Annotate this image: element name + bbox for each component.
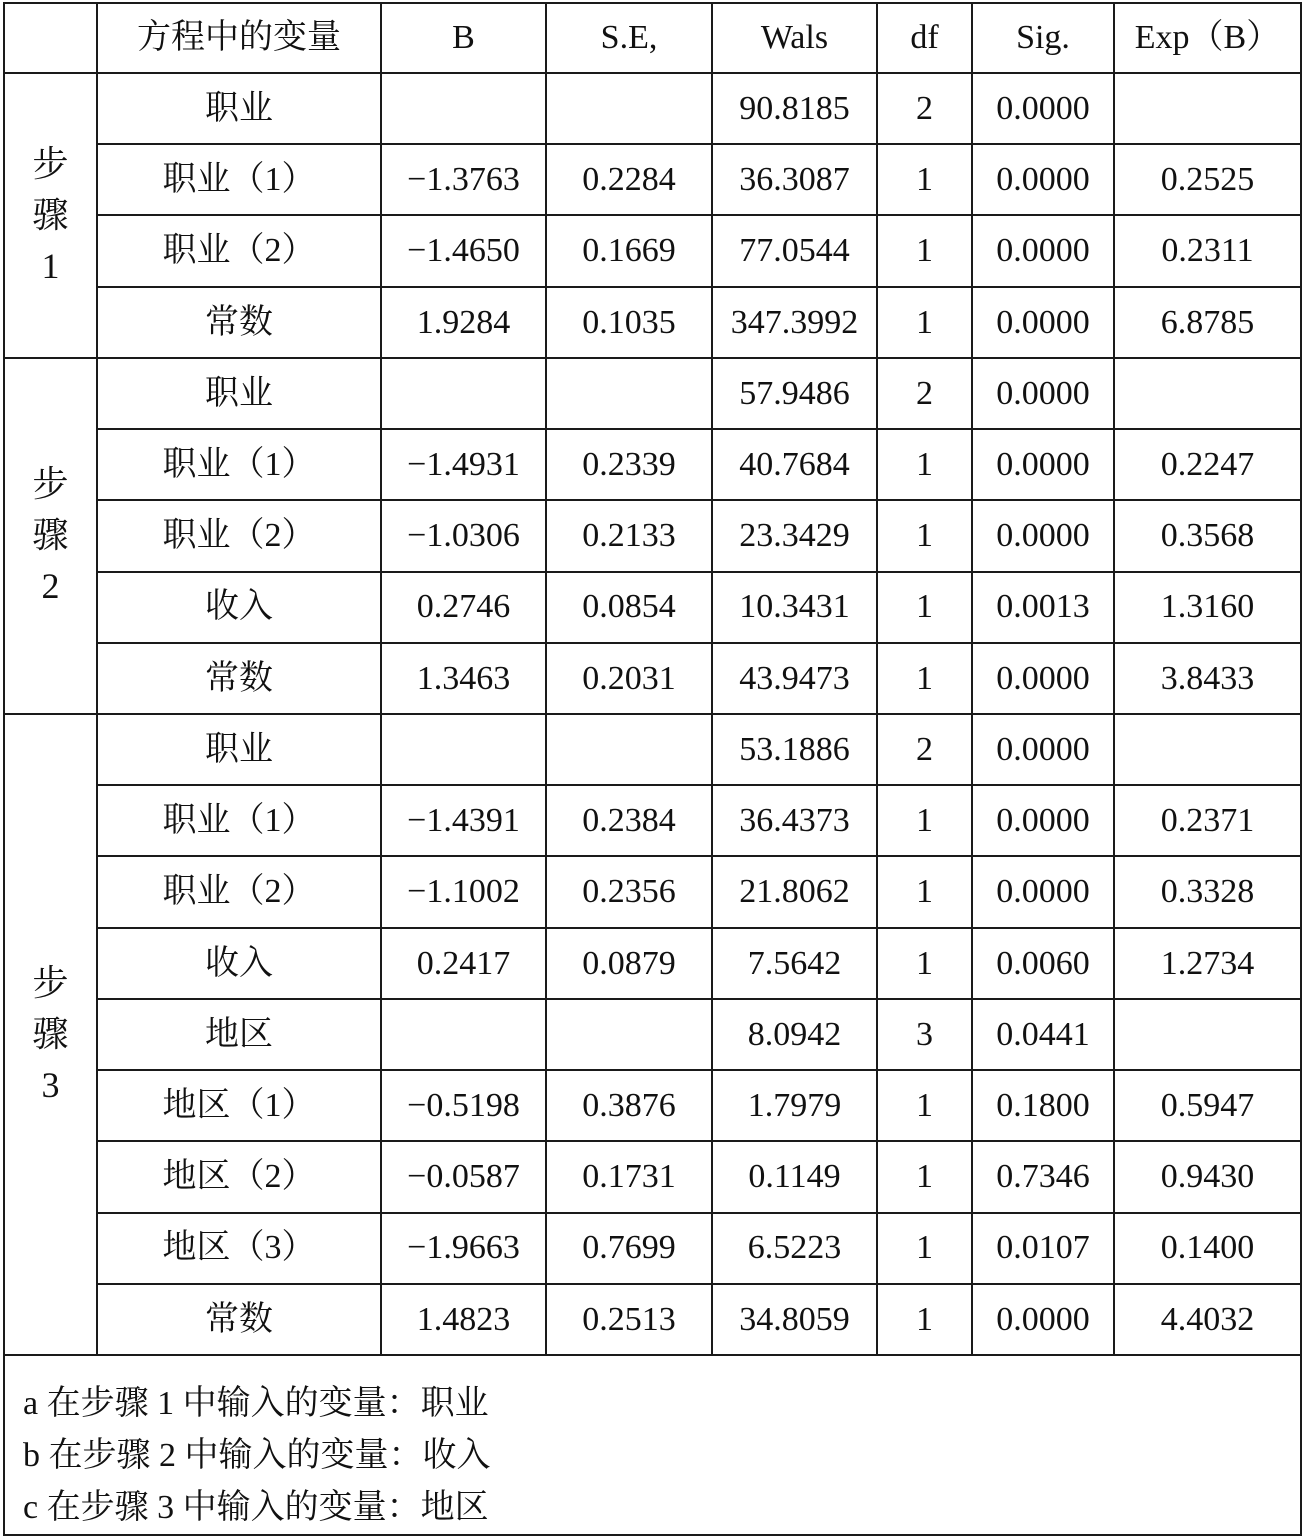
sig-cell: 0.0000 <box>972 1284 1114 1355</box>
variable-cell: 职业（1） <box>97 785 381 856</box>
sig-cell: 0.7346 <box>972 1141 1114 1212</box>
b-cell: −1.3763 <box>381 144 546 215</box>
table-row <box>4 1284 1301 1355</box>
sig-cell: 0.0000 <box>972 144 1114 215</box>
se-cell: 0.0854 <box>546 572 712 643</box>
se-cell: 0.7699 <box>546 1213 712 1284</box>
df-cell: 1 <box>877 856 972 927</box>
expb-cell: 0.3568 <box>1114 500 1301 571</box>
expb-cell <box>1114 358 1301 429</box>
variable-cell: 地区（1） <box>97 1070 381 1141</box>
wals-cell: 53.1886 <box>712 714 877 785</box>
wals-cell: 6.5223 <box>712 1213 877 1284</box>
b-cell: −1.4391 <box>381 785 546 856</box>
sig-cell: 0.0000 <box>972 643 1114 714</box>
se-cell: 0.2513 <box>546 1284 712 1355</box>
se-cell: 0.2384 <box>546 785 712 856</box>
sig-cell: 0.1800 <box>972 1070 1114 1141</box>
se-cell: 0.1669 <box>546 215 712 286</box>
b-cell: 0.2417 <box>381 928 546 999</box>
expb-cell: 0.1400 <box>1114 1213 1301 1284</box>
table-row <box>4 144 1301 215</box>
se-cell: 0.1731 <box>546 1141 712 1212</box>
table-row <box>4 856 1301 927</box>
sig-cell: 0.0000 <box>972 785 1114 856</box>
b-cell: −1.4931 <box>381 429 546 500</box>
sig-cell: 0.0000 <box>972 215 1114 286</box>
df-cell: 1 <box>877 1141 972 1212</box>
sig-cell: 0.0441 <box>972 999 1114 1070</box>
se-cell: 0.2031 <box>546 643 712 714</box>
step-label: 步骤2 <box>4 358 97 714</box>
b-cell: −1.1002 <box>381 856 546 927</box>
variable-cell: 地区（2） <box>97 1141 381 1212</box>
footnote-a: a 在步骤 1 中输入的变量：职业 <box>23 1385 489 1422</box>
df-cell: 1 <box>877 572 972 643</box>
footnotes <box>4 1355 1301 1535</box>
table-row <box>4 572 1301 643</box>
sig-cell: 0.0107 <box>972 1213 1114 1284</box>
expb-cell <box>1114 999 1301 1070</box>
b-cell <box>381 714 546 785</box>
expb-cell <box>1114 73 1301 144</box>
step-label: 步骤1 <box>4 73 97 358</box>
wals-cell: 347.3992 <box>712 287 877 358</box>
header-cell-wals: Wals <box>712 3 877 73</box>
wals-cell: 21.8062 <box>712 856 877 927</box>
wals-cell: 77.0544 <box>712 215 877 286</box>
se-cell: 0.2356 <box>546 856 712 927</box>
sig-cell: 0.0000 <box>972 500 1114 571</box>
wals-cell: 43.9473 <box>712 643 877 714</box>
sig-cell: 0.0000 <box>972 429 1114 500</box>
b-cell: −1.0306 <box>381 500 546 571</box>
expb-cell: 1.2734 <box>1114 928 1301 999</box>
expb-cell: 3.8433 <box>1114 643 1301 714</box>
sig-cell: 0.0000 <box>972 358 1114 429</box>
b-cell <box>381 358 546 429</box>
wals-cell: 8.0942 <box>712 999 877 1070</box>
table-row <box>4 287 1301 358</box>
sig-cell: 0.0000 <box>972 287 1114 358</box>
expb-cell: 1.3160 <box>1114 572 1301 643</box>
header-cell-step <box>4 3 97 73</box>
expb-cell: 0.2371 <box>1114 785 1301 856</box>
variable-cell: 职业（1） <box>97 429 381 500</box>
table-row <box>4 1070 1301 1141</box>
table-row <box>4 215 1301 286</box>
b-cell: 1.4823 <box>381 1284 546 1355</box>
header-cell-b: B <box>381 3 546 73</box>
table-row <box>4 1213 1301 1284</box>
df-cell: 1 <box>877 215 972 286</box>
b-cell: 1.3463 <box>381 643 546 714</box>
variable-cell: 地区 <box>97 999 381 1070</box>
wals-cell: 57.9486 <box>712 358 877 429</box>
header-cell-df: df <box>877 3 972 73</box>
b-cell: 0.2746 <box>381 572 546 643</box>
sig-cell: 0.0000 <box>972 73 1114 144</box>
df-cell: 1 <box>877 287 972 358</box>
table-body <box>4 73 1301 1355</box>
table-row <box>4 643 1301 714</box>
df-cell: 2 <box>877 73 972 144</box>
footnote-c: c 在步骤 3 中输入的变量：地区 <box>23 1489 489 1526</box>
regression-table <box>3 2 1302 1536</box>
wals-cell: 23.3429 <box>712 500 877 571</box>
header-cell-sig: Sig. <box>972 3 1114 73</box>
variable-cell: 收入 <box>97 928 381 999</box>
b-cell: −0.5198 <box>381 1070 546 1141</box>
step-label: 步骤3 <box>4 714 97 1355</box>
se-cell: 0.3876 <box>546 1070 712 1141</box>
b-cell: −1.4650 <box>381 215 546 286</box>
expb-cell: 0.3328 <box>1114 856 1301 927</box>
header-cell-se: S.E, <box>546 3 712 73</box>
footnote-b: b 在步骤 2 中输入的变量：收入 <box>23 1437 491 1474</box>
se-cell: 0.2284 <box>546 144 712 215</box>
wals-cell: 0.1149 <box>712 1141 877 1212</box>
df-cell: 1 <box>877 500 972 571</box>
sig-cell: 0.0013 <box>972 572 1114 643</box>
df-cell: 2 <box>877 358 972 429</box>
b-cell: −1.9663 <box>381 1213 546 1284</box>
table-row <box>4 714 1301 785</box>
variable-cell: 职业 <box>97 358 381 429</box>
header-row <box>4 3 1301 73</box>
expb-cell: 0.2311 <box>1114 215 1301 286</box>
table-row <box>4 358 1301 429</box>
se-cell <box>546 714 712 785</box>
se-cell: 0.1035 <box>546 287 712 358</box>
variable-cell: 职业 <box>97 714 381 785</box>
variable-cell: 地区（3） <box>97 1213 381 1284</box>
table-row <box>4 928 1301 999</box>
df-cell: 3 <box>877 999 972 1070</box>
df-cell: 1 <box>877 1070 972 1141</box>
b-cell: 1.9284 <box>381 287 546 358</box>
df-cell: 1 <box>877 144 972 215</box>
wals-cell: 36.4373 <box>712 785 877 856</box>
header-cell-expb: Exp（B） <box>1114 3 1301 73</box>
wals-cell: 40.7684 <box>712 429 877 500</box>
wals-cell: 90.8185 <box>712 73 877 144</box>
se-cell: 0.2133 <box>546 500 712 571</box>
wals-cell: 10.3431 <box>712 572 877 643</box>
expb-cell: 6.8785 <box>1114 287 1301 358</box>
table-row <box>4 73 1301 144</box>
expb-cell: 0.2247 <box>1114 429 1301 500</box>
variable-cell: 收入 <box>97 572 381 643</box>
variable-cell: 常数 <box>97 643 381 714</box>
sig-cell: 0.0060 <box>972 928 1114 999</box>
wals-cell: 1.7979 <box>712 1070 877 1141</box>
expb-cell <box>1114 714 1301 785</box>
variable-cell: 职业（2） <box>97 500 381 571</box>
expb-cell: 0.9430 <box>1114 1141 1301 1212</box>
sig-cell: 0.0000 <box>972 714 1114 785</box>
se-cell: 0.2339 <box>546 429 712 500</box>
se-cell <box>546 73 712 144</box>
df-cell: 1 <box>877 928 972 999</box>
header-cell-variable: 方程中的变量 <box>97 3 381 73</box>
df-cell: 1 <box>877 643 972 714</box>
table-container <box>3 2 1300 1536</box>
expb-cell: 4.4032 <box>1114 1284 1301 1355</box>
variable-cell: 常数 <box>97 1284 381 1355</box>
b-cell <box>381 73 546 144</box>
b-cell: −0.0587 <box>381 1141 546 1212</box>
footnote-row <box>4 1355 1301 1535</box>
df-cell: 1 <box>877 1284 972 1355</box>
table-row <box>4 1141 1301 1212</box>
df-cell: 1 <box>877 1213 972 1284</box>
sig-cell: 0.0000 <box>972 856 1114 927</box>
table-row <box>4 500 1301 571</box>
se-cell <box>546 358 712 429</box>
df-cell: 1 <box>877 429 972 500</box>
variable-cell: 职业（1） <box>97 144 381 215</box>
table-row <box>4 999 1301 1070</box>
variable-cell: 职业（2） <box>97 856 381 927</box>
table-row <box>4 785 1301 856</box>
table-row <box>4 429 1301 500</box>
wals-cell: 34.8059 <box>712 1284 877 1355</box>
b-cell <box>381 999 546 1070</box>
se-cell: 0.0879 <box>546 928 712 999</box>
variable-cell: 职业（2） <box>97 215 381 286</box>
variable-cell: 职业 <box>97 73 381 144</box>
variable-cell: 常数 <box>97 287 381 358</box>
se-cell <box>546 999 712 1070</box>
wals-cell: 36.3087 <box>712 144 877 215</box>
expb-cell: 0.2525 <box>1114 144 1301 215</box>
expb-cell: 0.5947 <box>1114 1070 1301 1141</box>
wals-cell: 7.5642 <box>712 928 877 999</box>
df-cell: 1 <box>877 785 972 856</box>
df-cell: 2 <box>877 714 972 785</box>
